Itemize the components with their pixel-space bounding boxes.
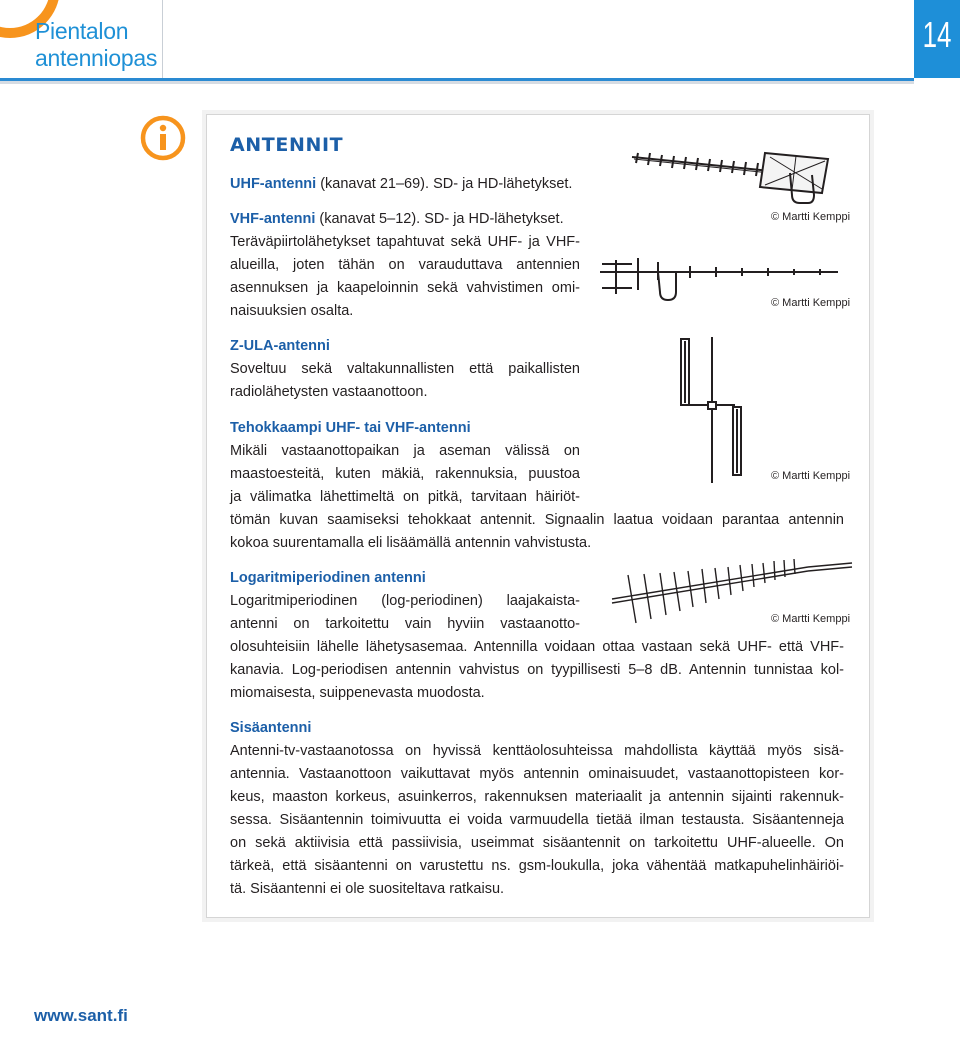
logper-line: antenni on tarkoitettu vain hyviin vastaanotto- [230,616,580,632]
tehokas-line: Mikäli vastaanottopaikan ja aseman välissä on [230,443,580,459]
vhf-line: naisuuksien osalta. [230,303,354,319]
image-credit: © Martti Kemppi [771,297,851,309]
vhf-line: asennuksen ja kaapeloinnin sekä vahvistimen omi- [230,280,580,296]
vhf-paragraph: VHF-antenni (kanavat 5–12). SD- ja HD-lähetykset. [230,211,564,227]
tehokas-line: ja välimatka lähettimeltä on pitkä, tarvitaan häiriöt- [230,489,580,505]
tehokas-heading: Tehokkaampi UHF- tai VHF-antenni [230,420,471,436]
logper-line: Logaritmiperiodinen (log-periodinen) laajakaista- [230,593,580,609]
section-title: ANTENNIT [230,134,344,156]
tehokas-line: maastoesteitä, kuten mäkiä, rakennuksia, puustoa [230,466,580,482]
publication-title: Pientalon antenniopas [35,18,158,71]
website-link[interactable]: www.sant.fi [34,1006,128,1025]
sisa-line: on sekä aktiivisia että passiivisia, useimmat sisäantennit on tarkoitettu UHF-alueelle. On [230,835,844,851]
sisa-line: keus, maaston korkeus, asuinkerros, rakennuksen materiaalit ja antennin sijainti rakennuk- [230,789,844,805]
logper-line: olosuhteisiin lähelle lähetysasemaa. Antennilla voidaan ottaa vastaan sekä UHF- että VHF- [230,639,844,655]
image-credit: © Martti Kemppi [771,211,851,223]
sisa-heading: Sisäantenni [230,720,312,736]
tehokas-line: kokoa suurentamalla eli lisäämällä antennin vahvistusta. [230,535,592,551]
tehokas-line: tömän kuvan saamiseksi tehokkaat antennit. Signaalin laatua voidaan parantaa antennin [230,512,844,528]
sisa-line: antennia. Vastaanottoon vaikuttavat myös antennin ominaisuudet, vastaanottopisteen kor- [230,766,844,782]
zula-line: radiolähetysten vastaanottoon. [230,384,428,400]
uhf-antenna-image [630,145,830,215]
sisa-line: tä. Sisäantenni ei ole suositeltava ratkaisu. [230,881,505,897]
uhf-paragraph: UHF-antenni (kanavat 21–69). SD- ja HD-lähetykset. [230,176,573,192]
logper-heading: Logaritmiperiodinen antenni [230,570,426,586]
info-icon [140,115,186,161]
logper-line: miomaisesta, suippenevasta muodosta. [230,685,485,701]
zula-line: Soveltuu sekä valtakunnallisten että paikallisten [230,361,580,377]
vhf-line: alueilla, joten tähän on varauduttava antennien [230,257,580,273]
vhf-line: Teräväpiirtolähetykset tapahtuvat sekä UHF- ja VHF- [230,234,580,250]
image-credit: © Martti Kemppi [771,613,851,625]
sisa-line: tärkeä, että sisäantenni on varustettu ns. gsm-loukulla, joka vähentää matkapuhelinhäiriöi- [230,858,844,874]
sisa-line: Antenni-tv-vastaanotossa on hyvissä kenttäolosuhteissa mahdollista käyttää myös sisä- [230,743,844,759]
page-number: 14 [922,14,952,55]
header-divider [162,0,163,78]
sisa-line: sessa. Sisäantennin toimivuutta ei voida varmuudella tietää ilman testausta. Sisäantenneja [230,812,844,828]
zula-antenna-image [675,335,755,485]
zula-heading: Z-ULA-antenni [230,338,330,354]
image-credit: © Martti Kemppi [771,470,851,482]
logper-line: kanavia. Log-periodisen antennin vahvistus on tyypillisesti 5–8 dB. Antennin tunnistaa kol- [230,662,844,678]
header-rule-shadow [0,81,914,84]
